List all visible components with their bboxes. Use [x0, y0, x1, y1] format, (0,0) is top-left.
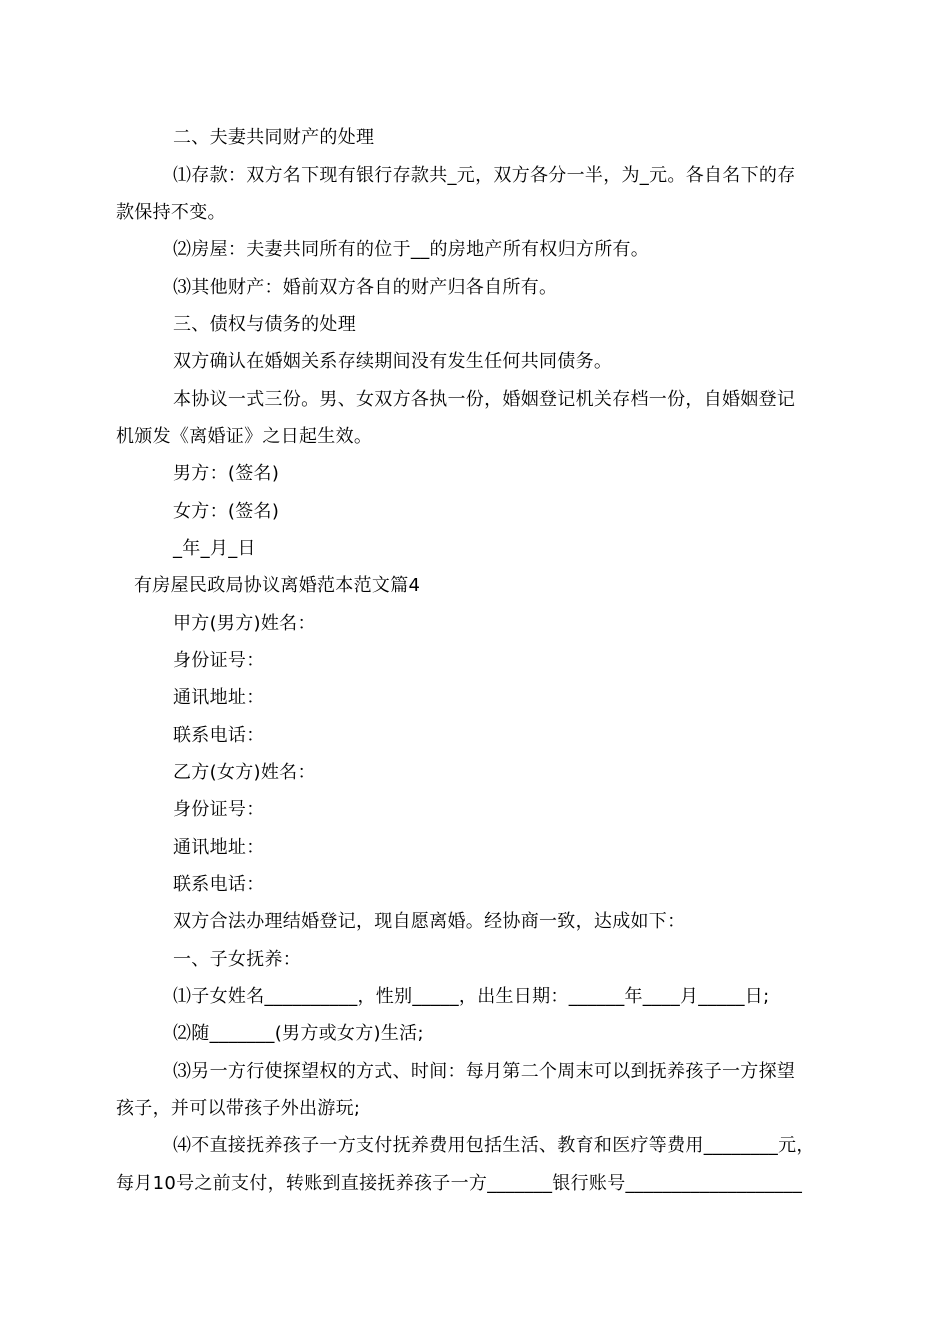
party-a-address: 通讯地址： [173, 687, 265, 708]
clause-debt: 双方确认在婚姻关系存续期间没有发生任何共同债务。 [173, 351, 613, 372]
signature-date: _年_月_日 [173, 538, 256, 559]
party-b-address: 通讯地址： [173, 837, 265, 858]
party-b-name: 乙方(女方)姓名： [173, 762, 316, 783]
article-title: 有房屋民政局协议离婚范本范文篇4 [134, 575, 421, 596]
clause-support-cont: 每月10号之前支付，转账到直接抚养孩子一方_______银行账号___________________ [116, 1173, 803, 1194]
clause-custody: ⑵随_______(男方或女方)生活; [173, 1023, 424, 1044]
party-a-id: 身份证号： [173, 650, 265, 671]
party-b-phone: 联系电话： [173, 874, 265, 895]
party-a-name: 甲方(男方)姓名： [173, 613, 316, 634]
agreement-intro: 双方合法办理结婚登记，现自愿离婚。经协商一致，达成如下： [173, 911, 686, 932]
clause-support: ⑷不直接抚养孩子一方支付抚养费用包括生活、教育和医疗等费用________元， [173, 1135, 815, 1156]
clause-child-info: ⑴子女姓名__________，性别_____，出生日期：______年____月_____日; [173, 986, 770, 1007]
clause-deposit: ⑴存款：双方名下现有银行存款共_元，双方各分一半，为_元。各自名下的存 [173, 165, 796, 186]
section-heading-debt: 三、债权与债务的处理 [173, 314, 356, 335]
party-a-phone: 联系电话： [173, 725, 265, 746]
clause-visitation-cont: 孩子，并可以带孩子外出游玩; [116, 1098, 361, 1119]
clause-copies: 本协议一式三份。男、女双方各执一份，婚姻登记机关存档一份，自婚姻登记 [173, 389, 796, 410]
clause-visitation: ⑶另一方行使探望权的方式、时间：每月第二个周末可以到抚养孩子一方探望 [173, 1061, 796, 1082]
section-heading-children: 一、子女抚养： [173, 949, 302, 970]
clause-deposit-cont: 款保持不变。 [116, 202, 226, 223]
clause-other-property: ⑶其他财产：婚前双方各自的财产归各自所有。 [173, 277, 558, 298]
section-heading-property: 二、夫妻共同财产的处理 [173, 127, 375, 148]
signature-female: 女方：(签名) [173, 501, 280, 522]
clause-copies-cont: 机颁发《离婚证》之日起生效。 [116, 426, 373, 447]
party-b-id: 身份证号： [173, 799, 265, 820]
clause-house: ⑵房屋：夫妻共同所有的位于__的房地产所有权归方所有。 [173, 239, 650, 260]
signature-male: 男方：(签名) [173, 463, 280, 484]
